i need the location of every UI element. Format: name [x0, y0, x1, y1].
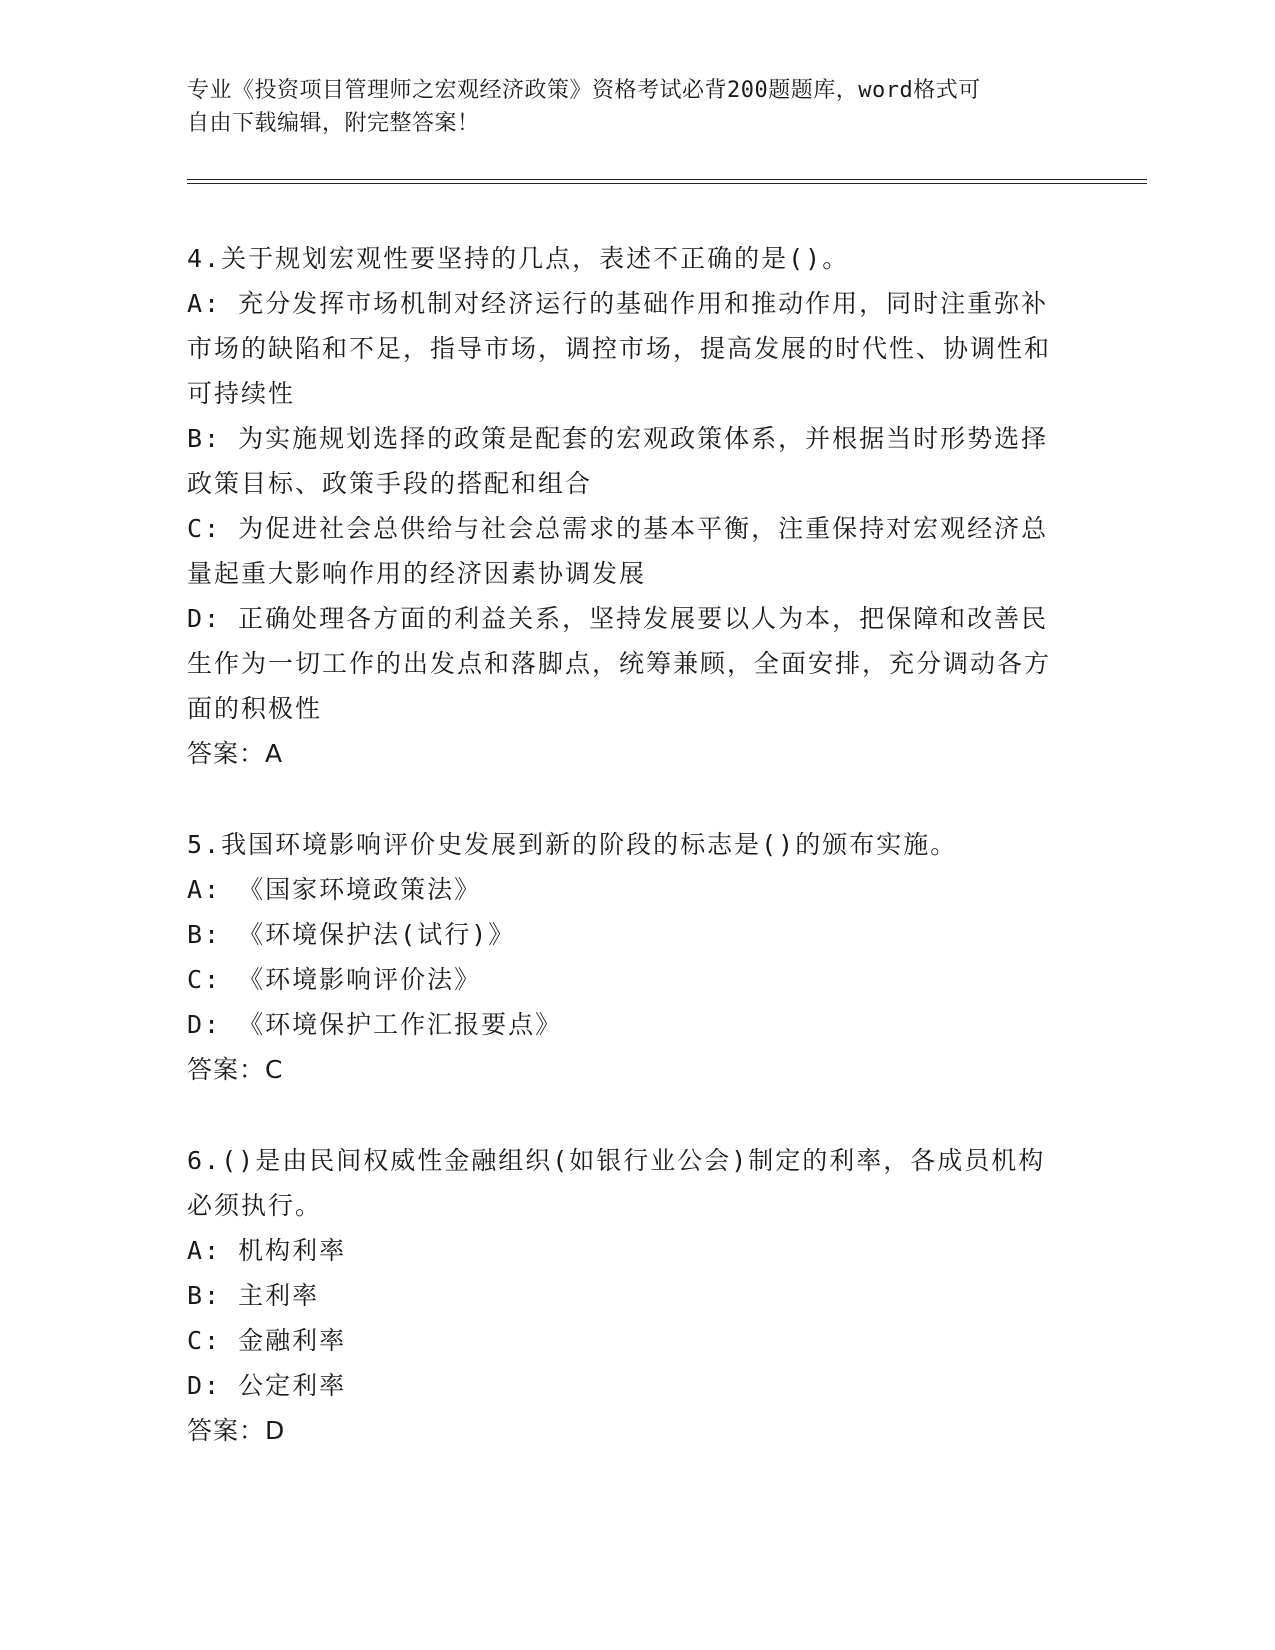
question-5	[187, 822, 1067, 1092]
header-divider	[187, 179, 1147, 184]
option-b: B: 主利率	[187, 1281, 320, 1310]
option-a: A: 充分发挥市场机制对经济运行的基础作用和推动作用，同时注重弥补市场的缺陷和不足，指导市场，调控市场，提高发展的时代性、协调性和可持续性	[187, 289, 1052, 408]
option-c: C: 《环境影响评价法》	[187, 965, 482, 994]
answer-line: 答案：A	[187, 739, 284, 768]
option-b: B: 为实施规划选择的政策是配套的宏观政策体系，并根据当时形势选择政策目标、政策手段的搭配和组合	[187, 424, 1049, 498]
question-list	[187, 236, 1067, 1499]
option-c: C: 金融利率	[187, 1326, 347, 1355]
option-a: A: 机构利率	[187, 1236, 347, 1265]
answer-line: 答案：D	[187, 1416, 286, 1445]
option-a: A: 《国家环境政策法》	[187, 875, 482, 904]
header-line-2: 自由下载编辑，附完整答案！	[187, 111, 480, 136]
option-d: D: 正确处理各方面的利益关系，坚持发展要以人为本，把保障和改善民生作为一切工作的出发点和落脚点，统筹兼顾，全面安排，充分调动各方面的积极性	[187, 604, 1052, 723]
header-line-1: 专业《投资项目管理师之宏观经济政策》资格考试必背200题题库，word格式可	[187, 78, 981, 103]
question-6	[187, 1138, 1067, 1453]
question-4	[187, 236, 1067, 776]
question-stem: 4.关于规划宏观性要坚持的几点，表述不正确的是()。	[187, 244, 850, 273]
option-d: D: 公定利率	[187, 1371, 347, 1400]
option-d: D: 《环境保护工作汇报要点》	[187, 1010, 563, 1039]
answer-line: 答案：C	[187, 1055, 284, 1084]
option-b: B: 《环境保护法(试行)》	[187, 920, 516, 949]
question-stem: 6.()是由民间权威性金融组织(如银行业公会)制定的利率，各成员机构必须执行。	[187, 1146, 1046, 1220]
question-stem: 5.我国环境影响评价史发展到新的阶段的标志是()的颁布实施。	[187, 830, 958, 859]
document-header	[187, 74, 1067, 140]
option-c: C: 为促进社会总供给与社会总需求的基本平衡，注重保持对宏观经济总量起重大影响作用的经济因素协调发展	[187, 514, 1049, 588]
